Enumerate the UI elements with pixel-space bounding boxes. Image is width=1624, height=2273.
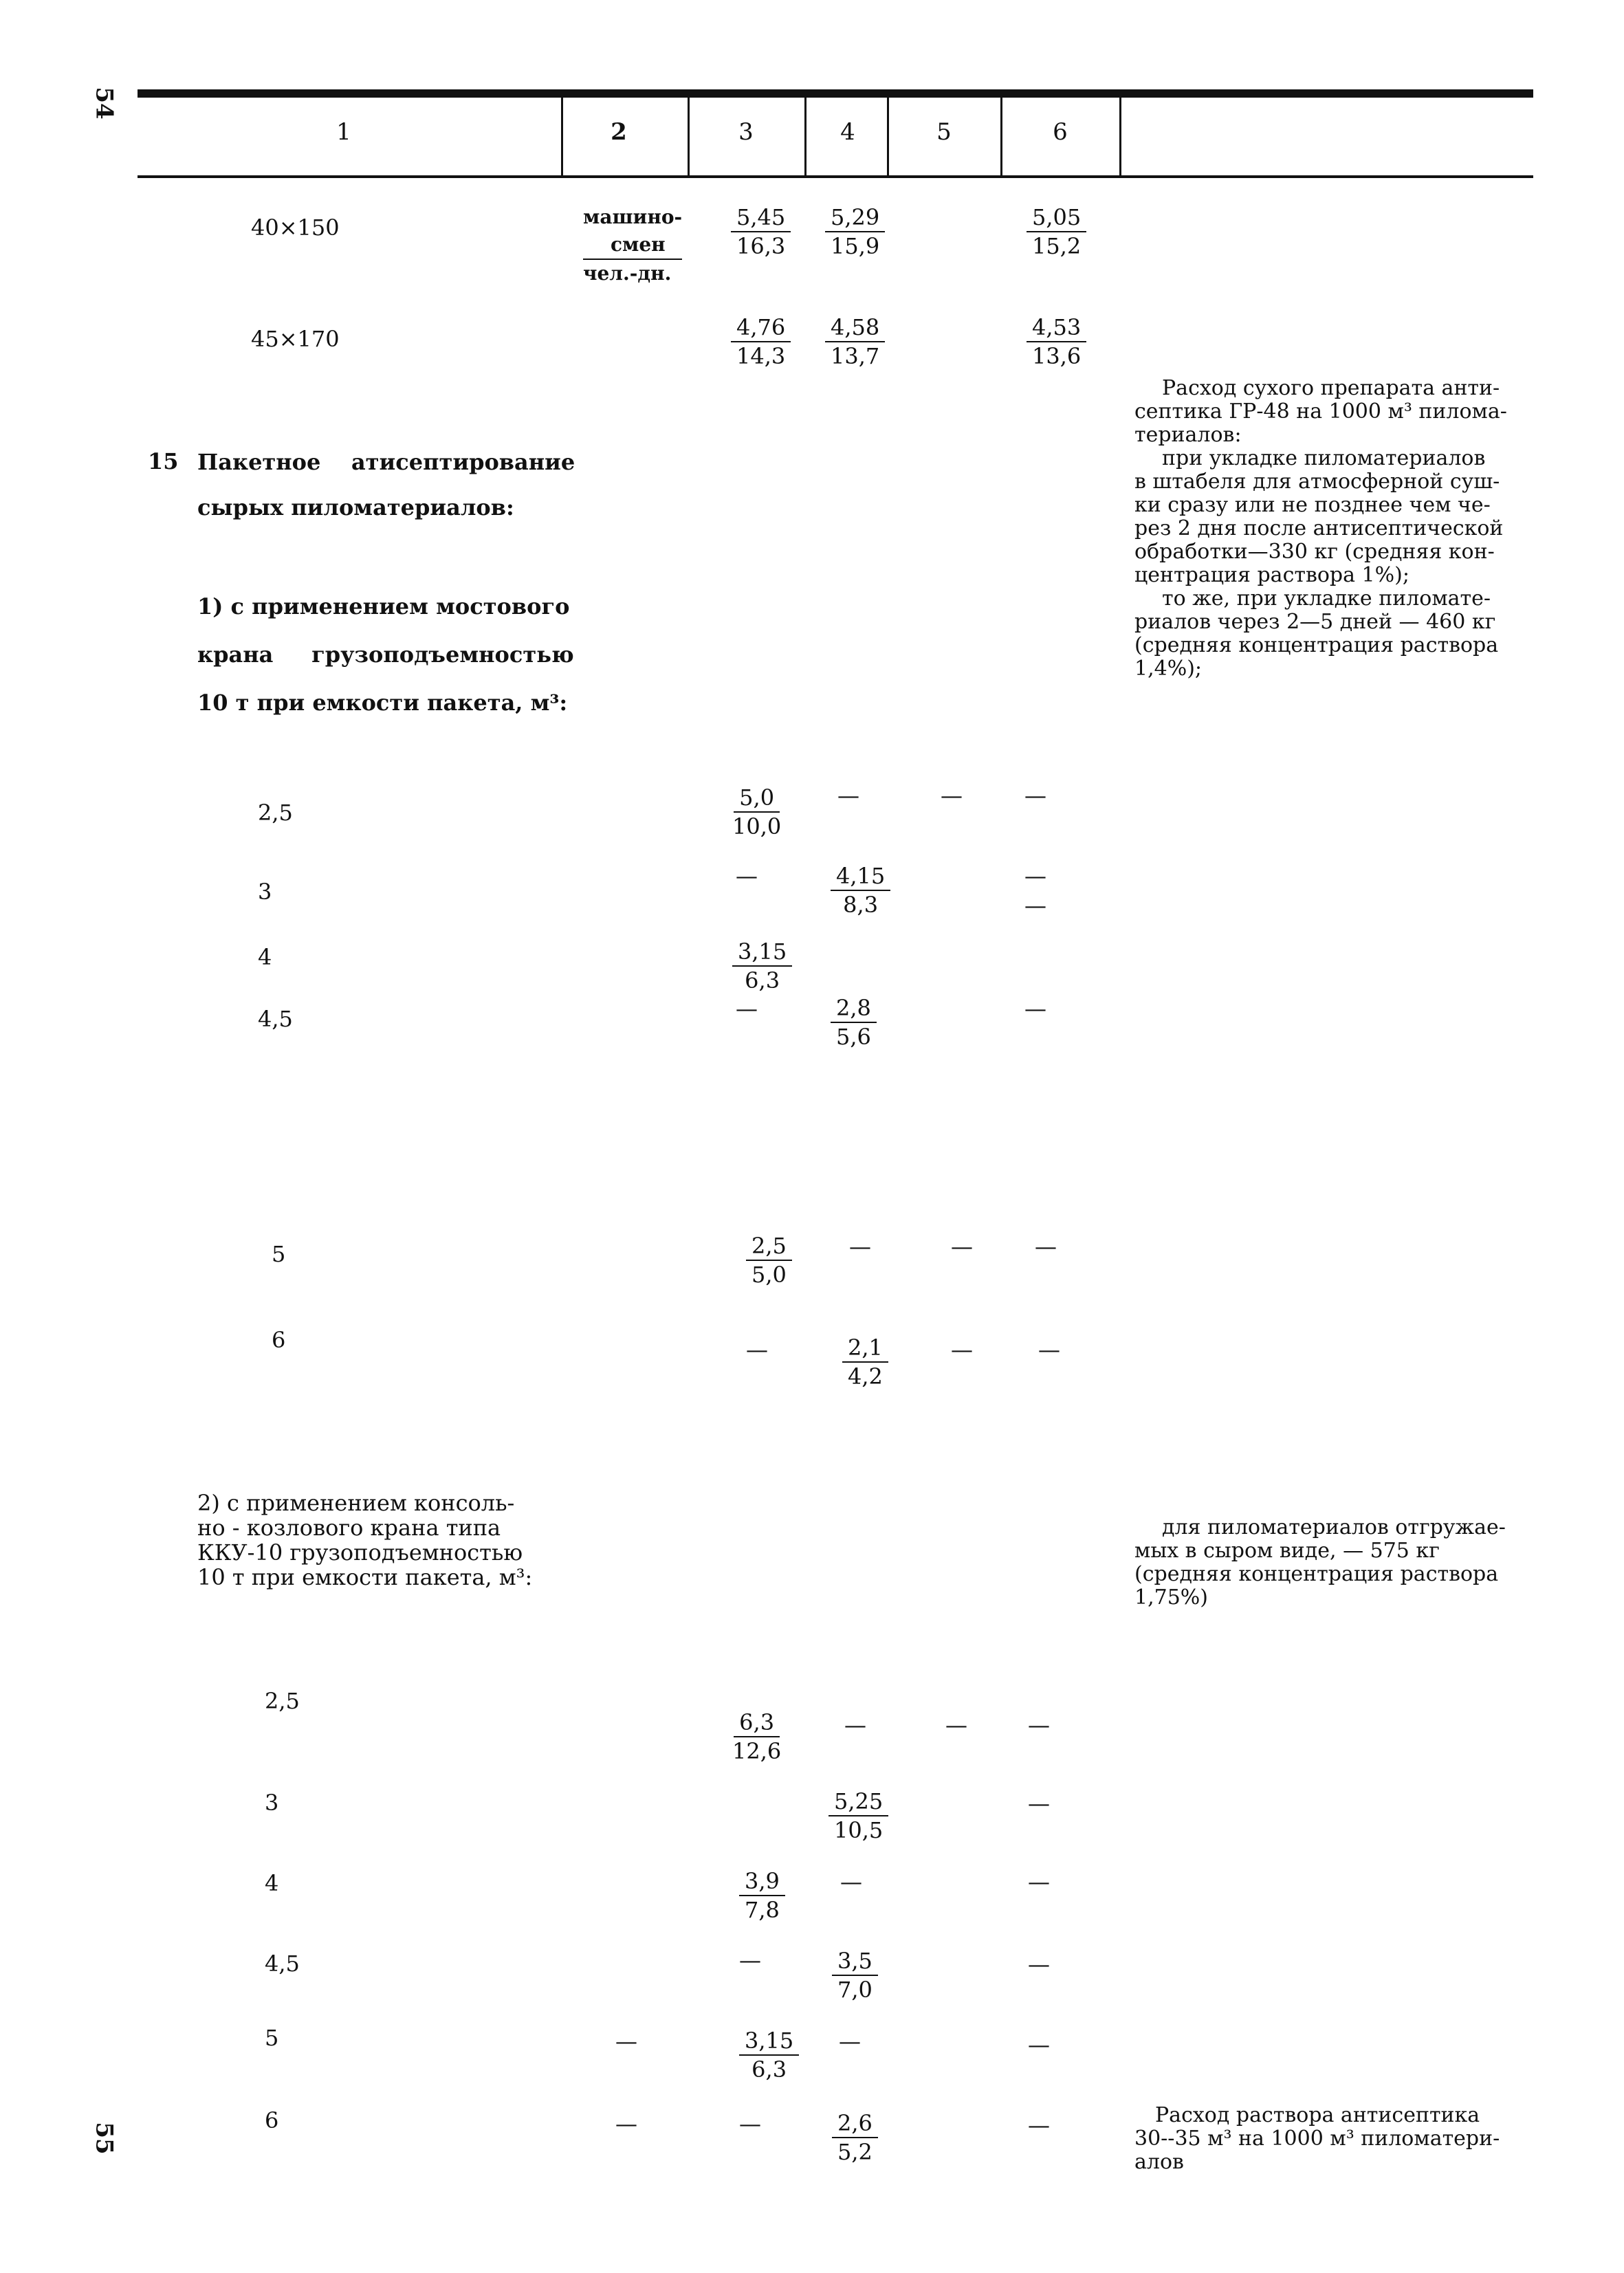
pack-size: 5 bbox=[265, 2025, 279, 2051]
value-fraction: $\frac{2,5}{5,0}$ bbox=[746, 1232, 792, 1288]
empty-value-dash: — bbox=[941, 782, 963, 809]
empty-value-dash: — bbox=[736, 996, 758, 1022]
empty-value-dash: — bbox=[736, 863, 758, 889]
empty-value-dash: — bbox=[1028, 1712, 1050, 1738]
empty-value-dash: — bbox=[1038, 1337, 1060, 1363]
pack-size: 5 bbox=[272, 1241, 286, 1267]
note-wet-shipping: для пиломатериалов отгружае- мых в сыром виде, — 575 кг (средняя концентрация раствора 1,75%) bbox=[1134, 1515, 1506, 1610]
pack-size: 3 bbox=[258, 879, 272, 905]
col-header-2: 2 bbox=[611, 118, 627, 146]
empty-value-dash: — bbox=[1028, 1869, 1050, 1895]
item-number: 15 bbox=[148, 448, 179, 474]
pack-size: 4 bbox=[265, 1870, 279, 1896]
value-fraction: $\frac{3,15}{6,3}$ bbox=[732, 938, 792, 994]
value-fraction: $\frac{4,53}{13,6}$ bbox=[1027, 314, 1086, 370]
col-header-6: 6 bbox=[1053, 118, 1068, 146]
note-antiseptic-consumption: Расход сухого препарата анти- септика ГР-48 на 1000 м³ пилома- териалов: при укладке пиломатериалов в штабеля для атмосферной суш- ки сразу или не позднее чем че- рез 2 дня после антисептической обработки—330 кг (средняя кон- центрация раствора 1%); то же, при укладке пиломате- риалов через 2—5 дней — 460 кг (средняя концентрация раствора 1,4%); bbox=[1134, 376, 1507, 681]
empty-value-dash: — bbox=[1024, 863, 1046, 889]
value-fraction: $\frac{4,15}{8,3}$ bbox=[831, 862, 890, 919]
empty-value-dash: — bbox=[844, 1712, 866, 1738]
pack-size: 4 bbox=[258, 944, 272, 970]
empty-value-dash: — bbox=[615, 2111, 637, 2137]
value-fraction: $\frac{5,25}{10,5}$ bbox=[829, 1788, 888, 1844]
subitem-2: 2) с применением консоль- но - козлового крана типа ККУ-10 грузоподъемностью 10 т при емкости пакета, м³: bbox=[197, 1490, 533, 1590]
page-number-bottom: 55 bbox=[90, 2122, 118, 2155]
empty-value-dash: — bbox=[1028, 2112, 1050, 2138]
subitem-1: 1) с применением мостового крана грузоподъемностью 10 т при емкости пакета, м³: bbox=[197, 593, 574, 716]
empty-value-dash: — bbox=[951, 1337, 973, 1363]
empty-value-dash: — bbox=[840, 1869, 862, 1895]
pack-size: 3 bbox=[265, 1790, 279, 1816]
pack-size: 6 bbox=[265, 2107, 279, 2133]
header-divider bbox=[561, 98, 563, 175]
col-header-4: 4 bbox=[840, 118, 855, 146]
empty-value-dash: — bbox=[1024, 892, 1046, 919]
empty-value-dash: — bbox=[1028, 2032, 1050, 2058]
col-header-5: 5 bbox=[936, 118, 952, 146]
empty-value-dash: — bbox=[945, 1712, 967, 1738]
empty-value-dash: — bbox=[615, 2028, 637, 2054]
pack-size: 4,5 bbox=[258, 1006, 293, 1032]
value-fraction: $\frac{3,9}{7,8}$ bbox=[739, 1867, 785, 1924]
empty-value-dash: — bbox=[739, 1947, 761, 1973]
empty-value-dash: — bbox=[739, 2111, 761, 2137]
pack-size: 2,5 bbox=[265, 1688, 300, 1714]
empty-value-dash: — bbox=[837, 782, 859, 809]
value-fraction: $\frac{5,0}{10,0}$ bbox=[732, 784, 782, 839]
value-fraction: $\frac{4,76}{14,3}$ bbox=[731, 314, 791, 370]
header-divider bbox=[887, 98, 889, 175]
pack-size: 6 bbox=[272, 1327, 286, 1353]
note-solution-consumption: Расход раствора антисептика 30--35 м³ на 1000 м³ пиломатери- алов bbox=[1134, 2103, 1500, 2174]
empty-value-dash: — bbox=[1024, 782, 1046, 809]
value-fraction: $\frac{3,15}{6,3}$ bbox=[739, 2027, 799, 2083]
pack-size: 4,5 bbox=[265, 1951, 300, 1977]
empty-value-dash: — bbox=[1024, 996, 1046, 1022]
row-size-label: 45×170 bbox=[251, 326, 340, 352]
empty-value-dash: — bbox=[1035, 1233, 1057, 1260]
empty-value-dash: — bbox=[746, 1337, 768, 1363]
value-fraction: $\frac{5,29}{15,9}$ bbox=[825, 204, 885, 260]
col-header-1: 1 bbox=[336, 118, 351, 146]
pack-size: 2,5 bbox=[258, 800, 293, 826]
value-fraction: $\frac{4,58}{13,7}$ bbox=[825, 314, 885, 370]
value-fraction: $\frac{5,45}{16,3}$ bbox=[731, 204, 791, 260]
value-fraction: $\frac{5,05}{15,2}$ bbox=[1027, 204, 1086, 260]
header-divider bbox=[804, 98, 806, 175]
header-top-rule bbox=[138, 89, 1533, 98]
header-divider bbox=[1119, 98, 1121, 175]
value-fraction: $\frac{2,8}{5,6}$ bbox=[831, 994, 877, 1051]
empty-value-dash: — bbox=[1028, 1790, 1050, 1816]
header-bottom-rule bbox=[138, 175, 1533, 178]
value-fraction: $\frac{6,3}{12,6}$ bbox=[732, 1709, 782, 1764]
empty-value-dash: — bbox=[849, 1233, 871, 1260]
item-title: Пакетное атисептирование сырых пиломатериалов: bbox=[197, 449, 575, 520]
page-number-top: 54 bbox=[90, 87, 118, 120]
row-size-label: 40×150 bbox=[251, 215, 340, 241]
header-divider bbox=[1000, 98, 1002, 175]
header-divider bbox=[688, 98, 690, 175]
col-header-3: 3 bbox=[738, 118, 754, 146]
value-fraction: $\frac{2,1}{4,2}$ bbox=[842, 1334, 888, 1390]
empty-value-dash: — bbox=[839, 2028, 861, 2054]
value-fraction: $\frac{3,5}{7,0}$ bbox=[832, 1947, 878, 2003]
empty-value-dash: — bbox=[951, 1233, 973, 1260]
unit-label: машино- смен чел.-дн. bbox=[583, 206, 683, 285]
value-fraction: $\frac{2,6}{5,2}$ bbox=[832, 2109, 878, 2166]
empty-value-dash: — bbox=[1028, 1951, 1050, 1977]
